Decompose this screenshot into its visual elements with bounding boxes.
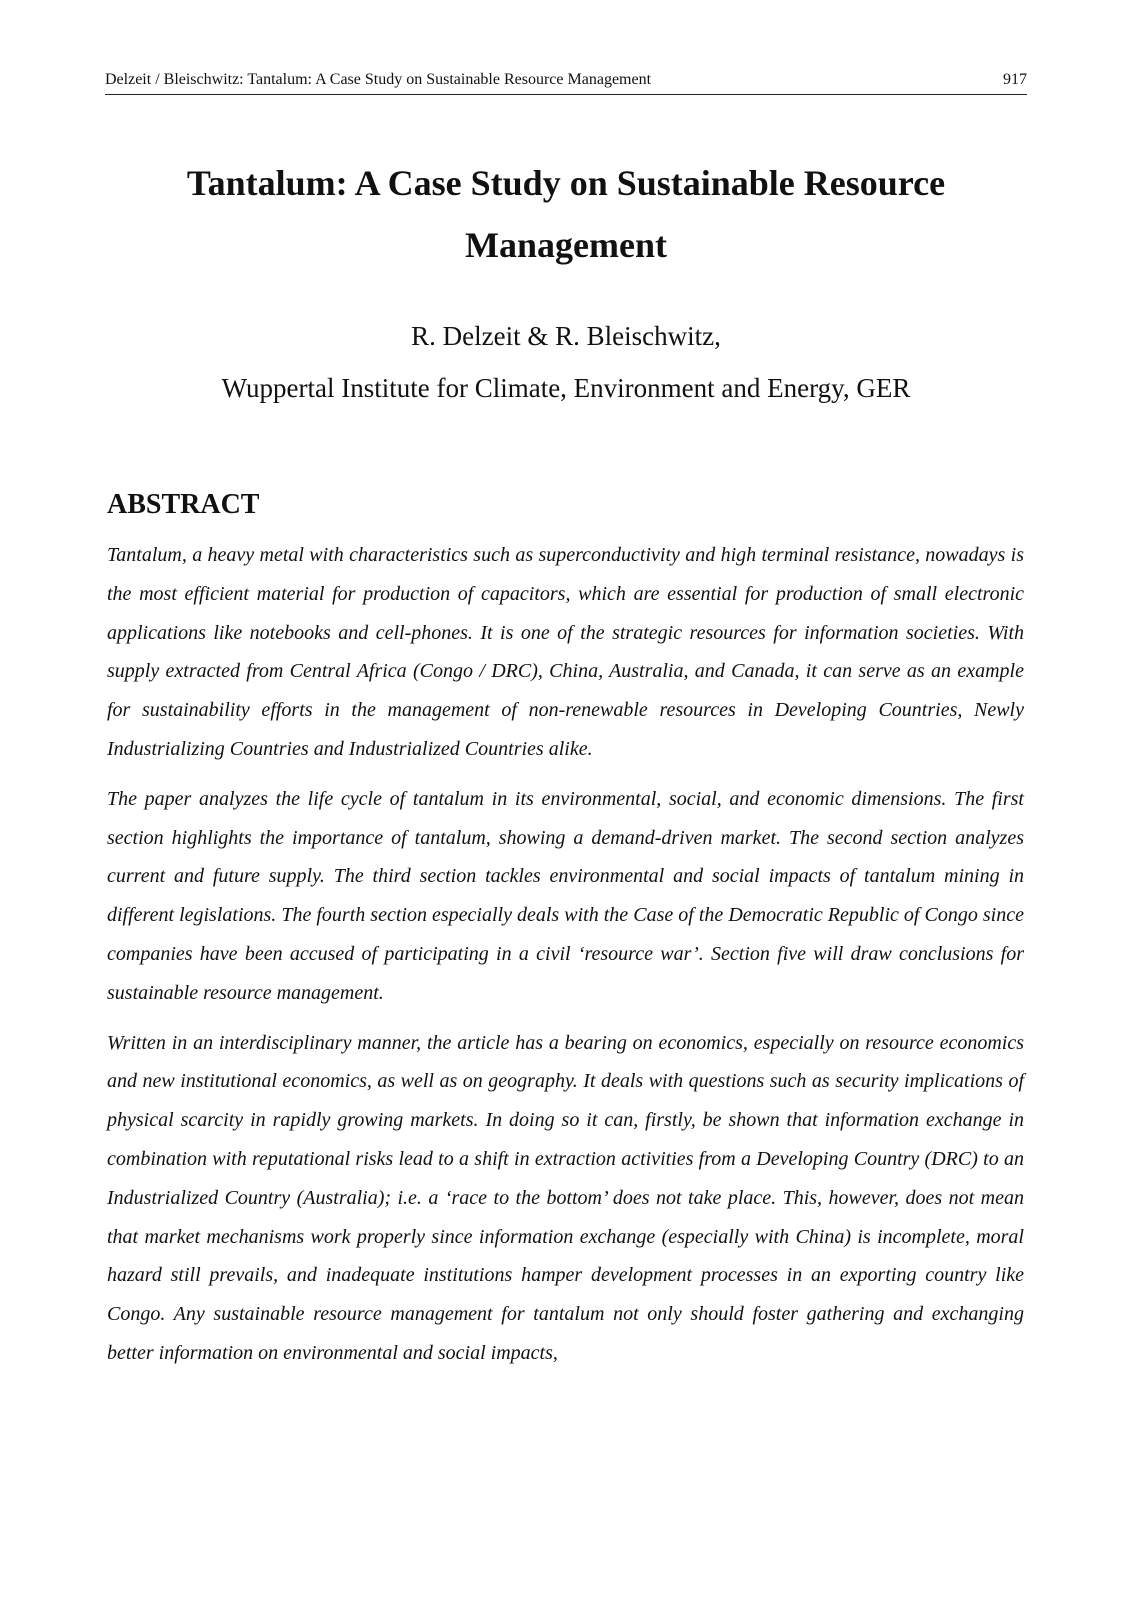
paper-title-line-2: Management — [465, 225, 667, 265]
page-number: 917 — [1003, 71, 1027, 88]
author-names: R. Delzeit & R. Bleischwitz, — [411, 321, 721, 351]
abstract-heading: ABSTRACT — [107, 489, 260, 520]
abstract-body — [107, 536, 1024, 1384]
running-title: Delzeit / Bleischwitz: Tantalum: A Case Study on Sustainable Resource Management — [105, 71, 652, 88]
abstract-paragraph-1: Tantalum, a heavy metal with characteristics such as superconductivity and high terminal resistance, nowadays is the most efficient material for production of capacitors, which are essential for production of small electronic applications like notebooks and cell-phones. It is one of the strategic resources for information societies. With supply extracted from Central Africa (Congo / DRC), China, Australia, and Canada, it can serve as an example for sustainability efforts in the management of non-renewable resources in Developing Countries, Newly Industrializing Countries and Industrialized Countries alike. — [107, 544, 1024, 760]
running-header — [105, 68, 1027, 95]
abstract-paragraph-2: The paper analyzes the life cycle of tantalum in its environmental, social, and economic dimensions. The first section highlights the importance of tantalum, showing a demand-driven market. The second section analyzes current and future supply. The third section tackles environmental and social impacts of tantalum mining in different legislations. The fourth section especially deals with the Case of the Democratic Republic of Congo since companies have been accused of participating in a civil ‘resource war’. Section five will draw conclusions for sustainable resource management. — [107, 787, 1024, 1004]
author-block — [105, 310, 1027, 414]
author-affiliation: Wuppertal Institute for Climate, Environment and Energy, GER — [221, 373, 911, 403]
abstract-paragraph-3: Written in an interdisciplinary manner, the article has a bearing on economics, especially on resource economics and new institutional economics, as well as on geography. It deals with questions such as security implications of physical scarcity in rapidly growing markets. In doing so it can, firstly, be shown that information exchange in combination with reputational risks lead to a shift in extraction activities from a Developing Country (DRC) to an Industrialized Country (Australia); i.e. a ‘race to the bottom’ does not take place. This, however, does not mean that market mechanisms work properly since information exchange (especially with China) is incomplete, moral hazard still prevails, and inadequate institutions hamper development processes in an exporting country like Congo. Any sustainable resource management for tantalum not only should foster gathering and exchanging better information on environmental and social impacts, — [107, 1031, 1024, 1364]
paper-title — [105, 152, 1027, 276]
paper-title-line-1: Tantalum: A Case Study on Sustainable Resource — [186, 163, 946, 203]
